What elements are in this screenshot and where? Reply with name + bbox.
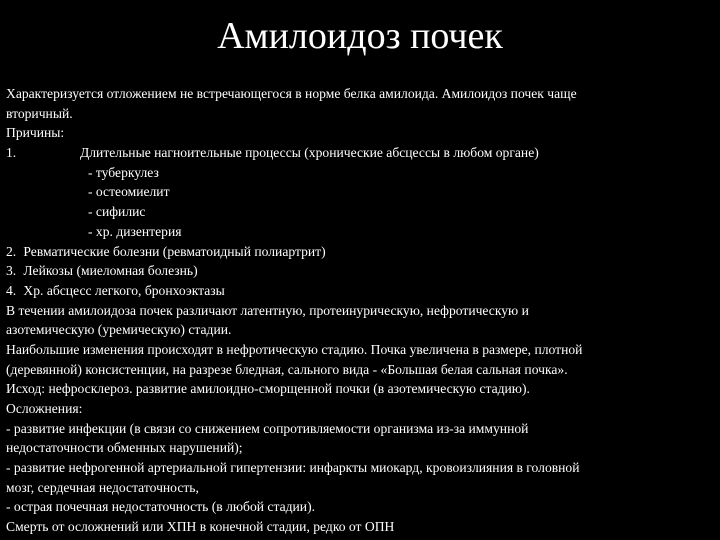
complication-2-line-2: мозг, сердечная недостаточность, [6,479,199,495]
changes-line-2: (деревянной) консистенции, на разрезе бледная, сального вида - «Большая белая сальная почка». [6,361,568,377]
intro-line-2: вторичный. [6,105,73,121]
stages-line-1: В течении амилоидоза почек различают латентную, протеинурическую, нефротическую и [6,302,529,318]
cause-1-sub-item: - остеомиелит [88,184,170,200]
cause-4-text: Хр. абсцесс легкого, бронхоэктазы [23,282,225,298]
intro-line-1: Характеризуется отложением не встречающегося в норме белка амилоида. Амилоидоз почек чаще [6,86,577,101]
complication-1-line-1: - развитие инфекции (в связи со снижением сопротивляемости организма из-за иммунной [6,420,529,436]
slide-body [6,84,716,537]
cause-4 [6,281,716,301]
cause-3 [6,261,716,281]
causes-heading: Причины: [6,125,65,141]
cause-1-sub-item: - сифилис [88,204,146,220]
complication-2-line-1: - развитие нефрогенной артериальной гипертензии: инфаркты миокард, кровоизлияния в головной [6,460,580,476]
complication-1-line-2: недостаточности обменных нарушений); [6,440,243,456]
stages-line-2: азотемическую (уремическую) стадии. [6,322,232,338]
complication-3-line: - острая почечная недостаточность (в любой стадии). [6,499,315,515]
cause-4-number: 4. [6,282,17,298]
cause-3-number: 3. [6,263,17,279]
cause-1-sub-item: - хр. дизентерия [88,223,182,239]
death-line: Смерть от осложнений или ХПН в конечной стадии, редко от ОПН [6,519,395,535]
slide-title: Амилоидоз почек [217,15,503,57]
cause-1-text: Длительные нагноительные процессы (хронические абсцессы в любом органе) [80,145,539,161]
cause-2-number: 2. [6,243,17,259]
cause-1 [6,143,716,163]
outcome-line: Исход: нефросклероз. развитие амилоидно-сморщенной почки (в азотемическую стадию). [6,381,530,397]
changes-line-1: Наибольшие изменения происходят в нефротическую стадию. Почка увеличена в размере, плотной [6,341,583,357]
cause-1-sub-item: - туберкулез [88,164,159,180]
cause-2-text: Ревматические болезни (ревматоидный полиартрит) [23,243,326,259]
complications-heading: Осложнения: [6,401,83,416]
cause-3-text: Лейкозы (миеломная болезнь) [23,263,198,279]
cause-1-number: 1. [6,145,17,161]
cause-2 [6,242,716,262]
